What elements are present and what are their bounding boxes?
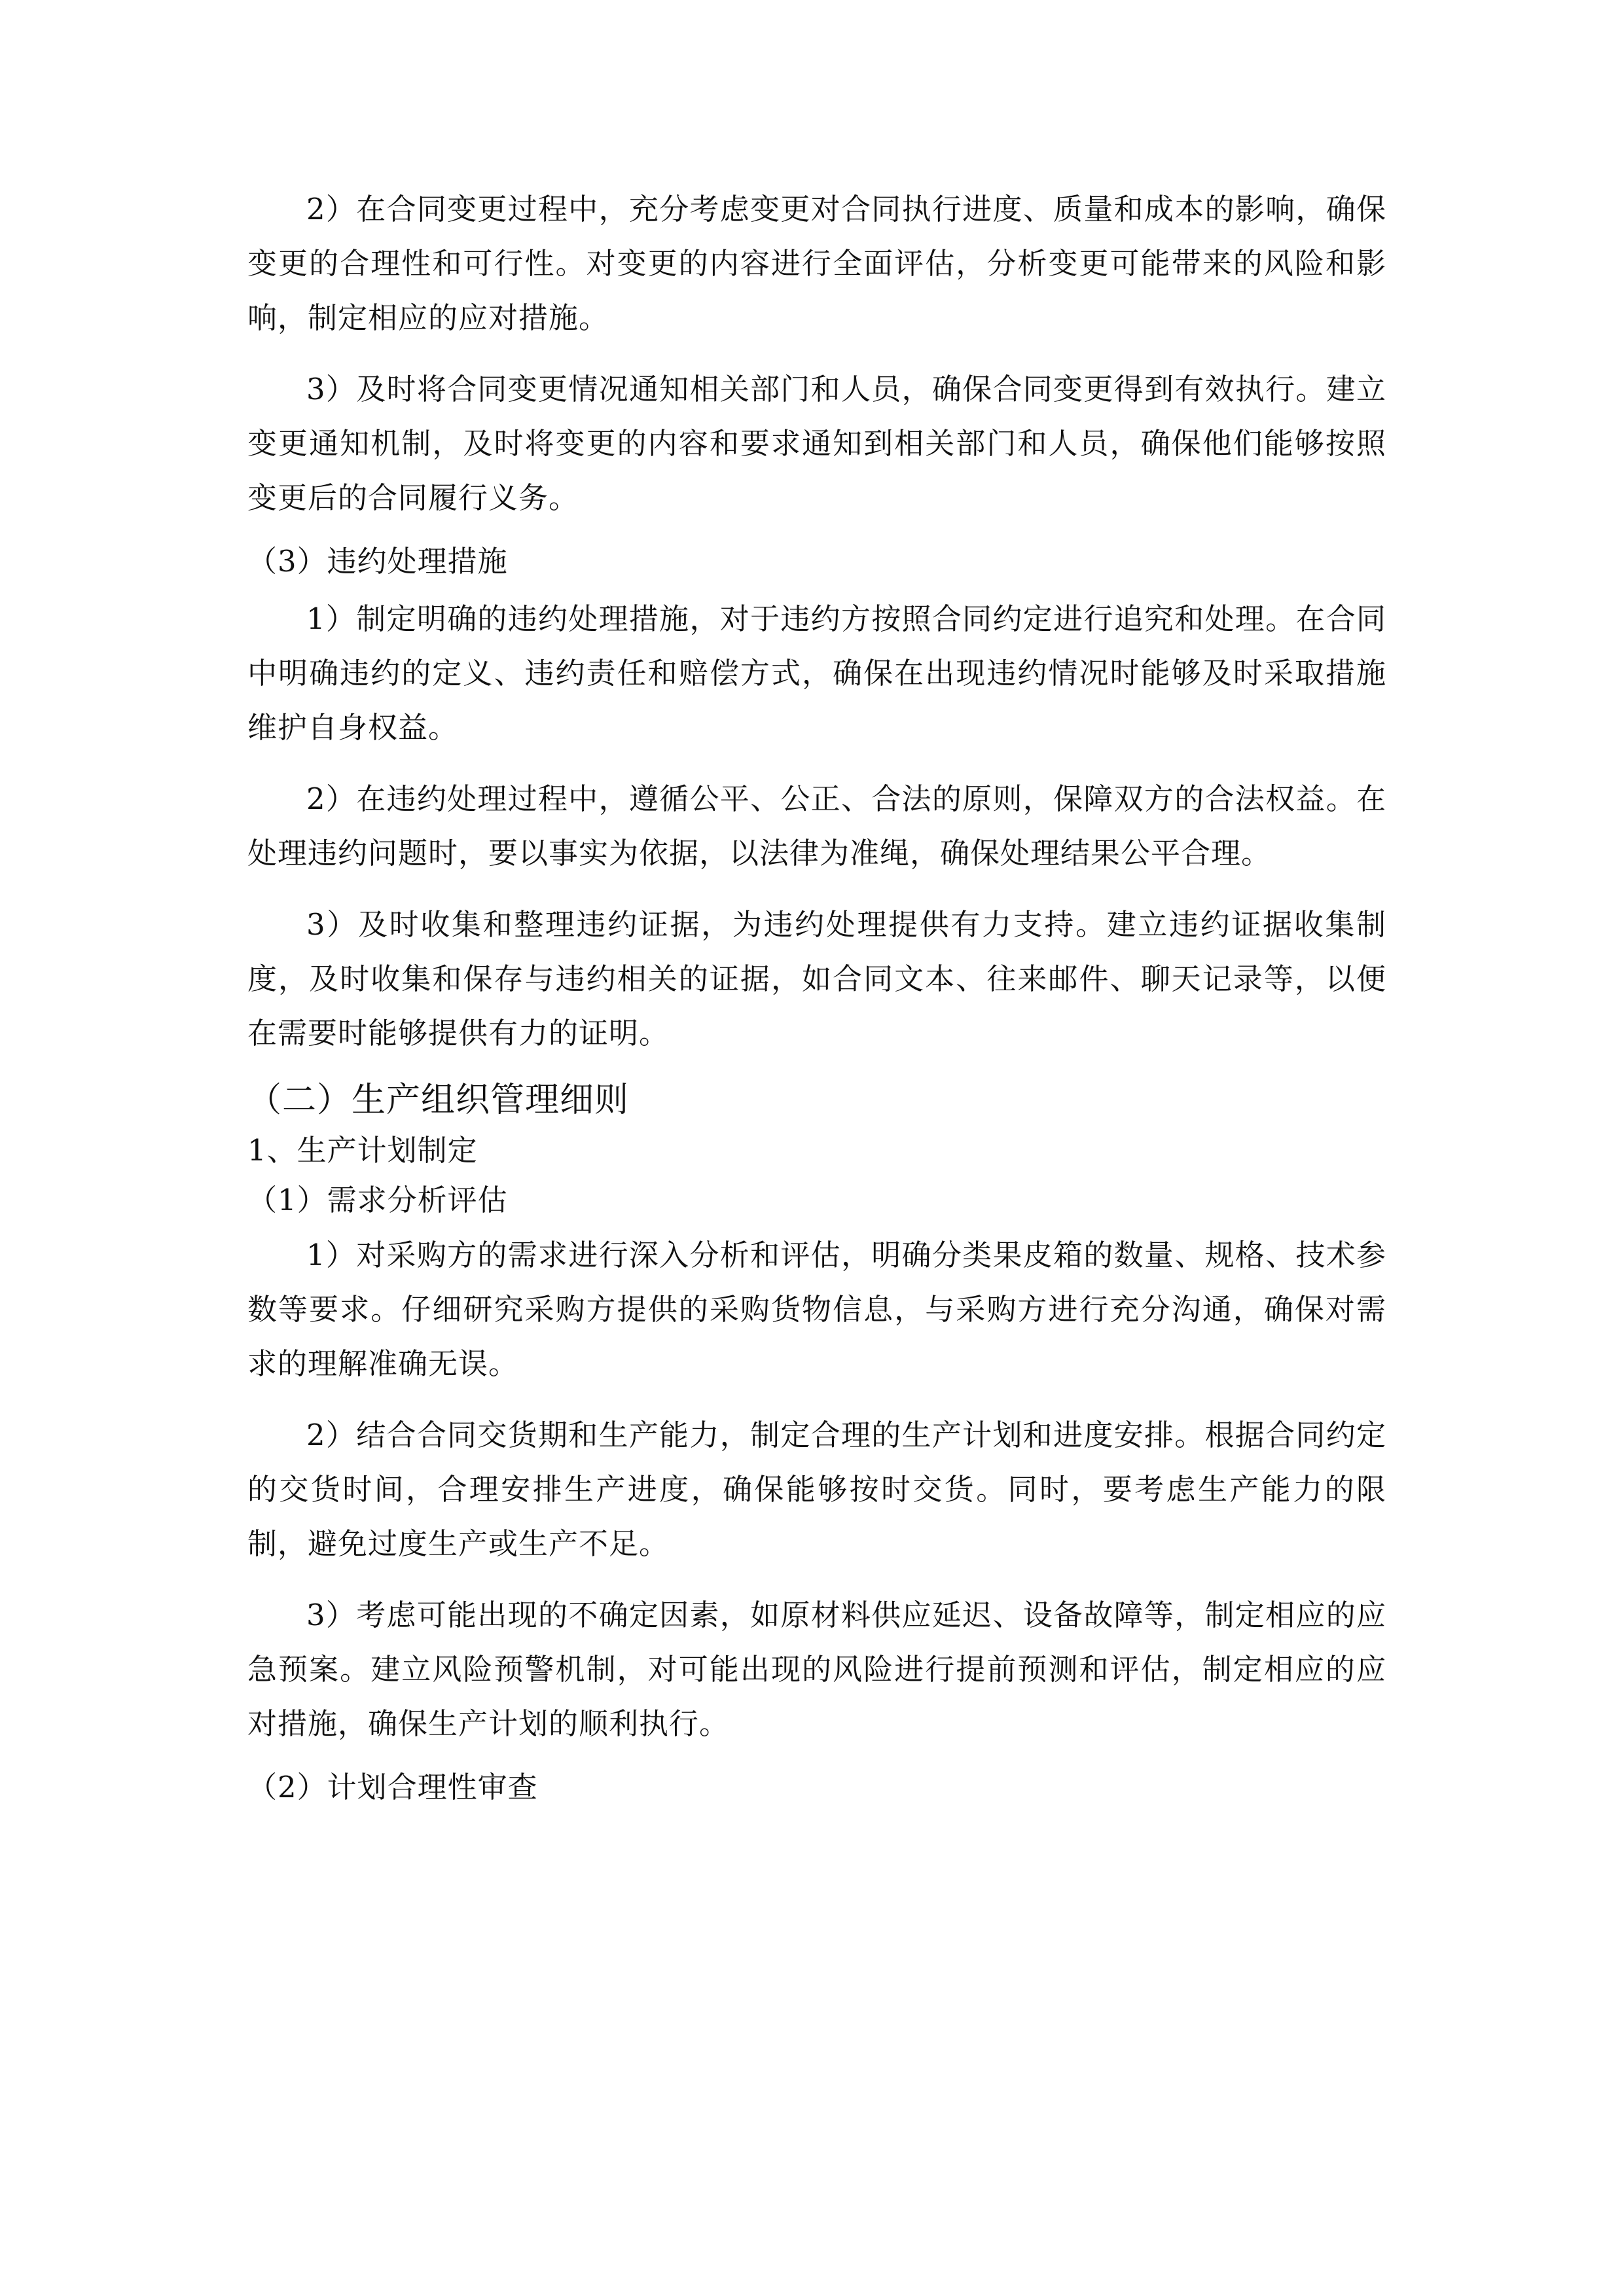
subheading-plan-review: （2）计划合理性审查	[247, 1770, 538, 1804]
section-heading-production: （二）生产组织管理细则	[247, 1081, 630, 1120]
subheading-breach-handling: （3）违约处理措施	[247, 544, 508, 579]
document-body	[247, 182, 1386, 1818]
paragraph-breach-1: 1）制定明确的违约处理措施，对于违约方按照合同约定进行追究和处理。在合同中明确违约的定义、违约责任和赔偿方式，确保在出现违约情况时能够及时采取措施维护自身权益。	[247, 601, 1386, 745]
paragraph-breach-3: 3）及时收集和整理违约证据，为违约处理提供有力支持。建立违约证据收集制度，及时收集和保存与违约相关的证据，如合同文本、往来邮件、聊天记录等，以便在需要时能够提供有力的证明。	[247, 907, 1386, 1050]
paragraph-demand-2: 2）结合合同交货期和生产能力，制定合理的生产计划和进度安排。根据合同约定的交货时间，合理安排生产进度，确保能够按时交货。同时，要考虑生产能力的限制，避免过度生产或生产不足。	[247, 1418, 1386, 1561]
paragraph-demand-3: 3）考虑可能出现的不确定因素，如原材料供应延迟、设备故障等，制定相应的应急预案。建立风险预警机制，对可能出现的风险进行提前预测和评估，制定相应的应对措施，确保生产计划的顺利执行。	[247, 1598, 1386, 1741]
paragraph-contract-change-2: 2）在合同变更过程中，充分考虑变更对合同执行进度、质量和成本的影响，确保变更的合理性和可行性。对变更的内容进行全面评估，分析变更可能带来的风险和影响，制定相应的应对措施。	[247, 192, 1386, 335]
paragraph-breach-2: 2）在违约处理过程中，遵循公平、公正、合法的原则，保障双方的合法权益。在处理违约问题时，要以事实为依据，以法律为准绳，确保处理结果公平合理。	[247, 781, 1386, 870]
paragraph-contract-change-3: 3）及时将合同变更情况通知相关部门和人员，确保合同变更得到有效执行。建立变更通知机制，及时将变更的内容和要求通知到相关部门和人员，确保他们能够按照变更后的合同履行义务。	[247, 372, 1386, 515]
paragraph-demand-1: 1）对采购方的需求进行深入分析和评估，明确分类果皮箱的数量、规格、技术参数等要求。仔细研究采购方提供的采购货物信息，与采购方进行充分沟通，确保对需求的理解准确无误。	[247, 1238, 1386, 1381]
item-heading-production-plan: 1、生产计划制定	[247, 1133, 478, 1168]
subheading-demand-analysis: （1）需求分析评估	[247, 1183, 508, 1217]
